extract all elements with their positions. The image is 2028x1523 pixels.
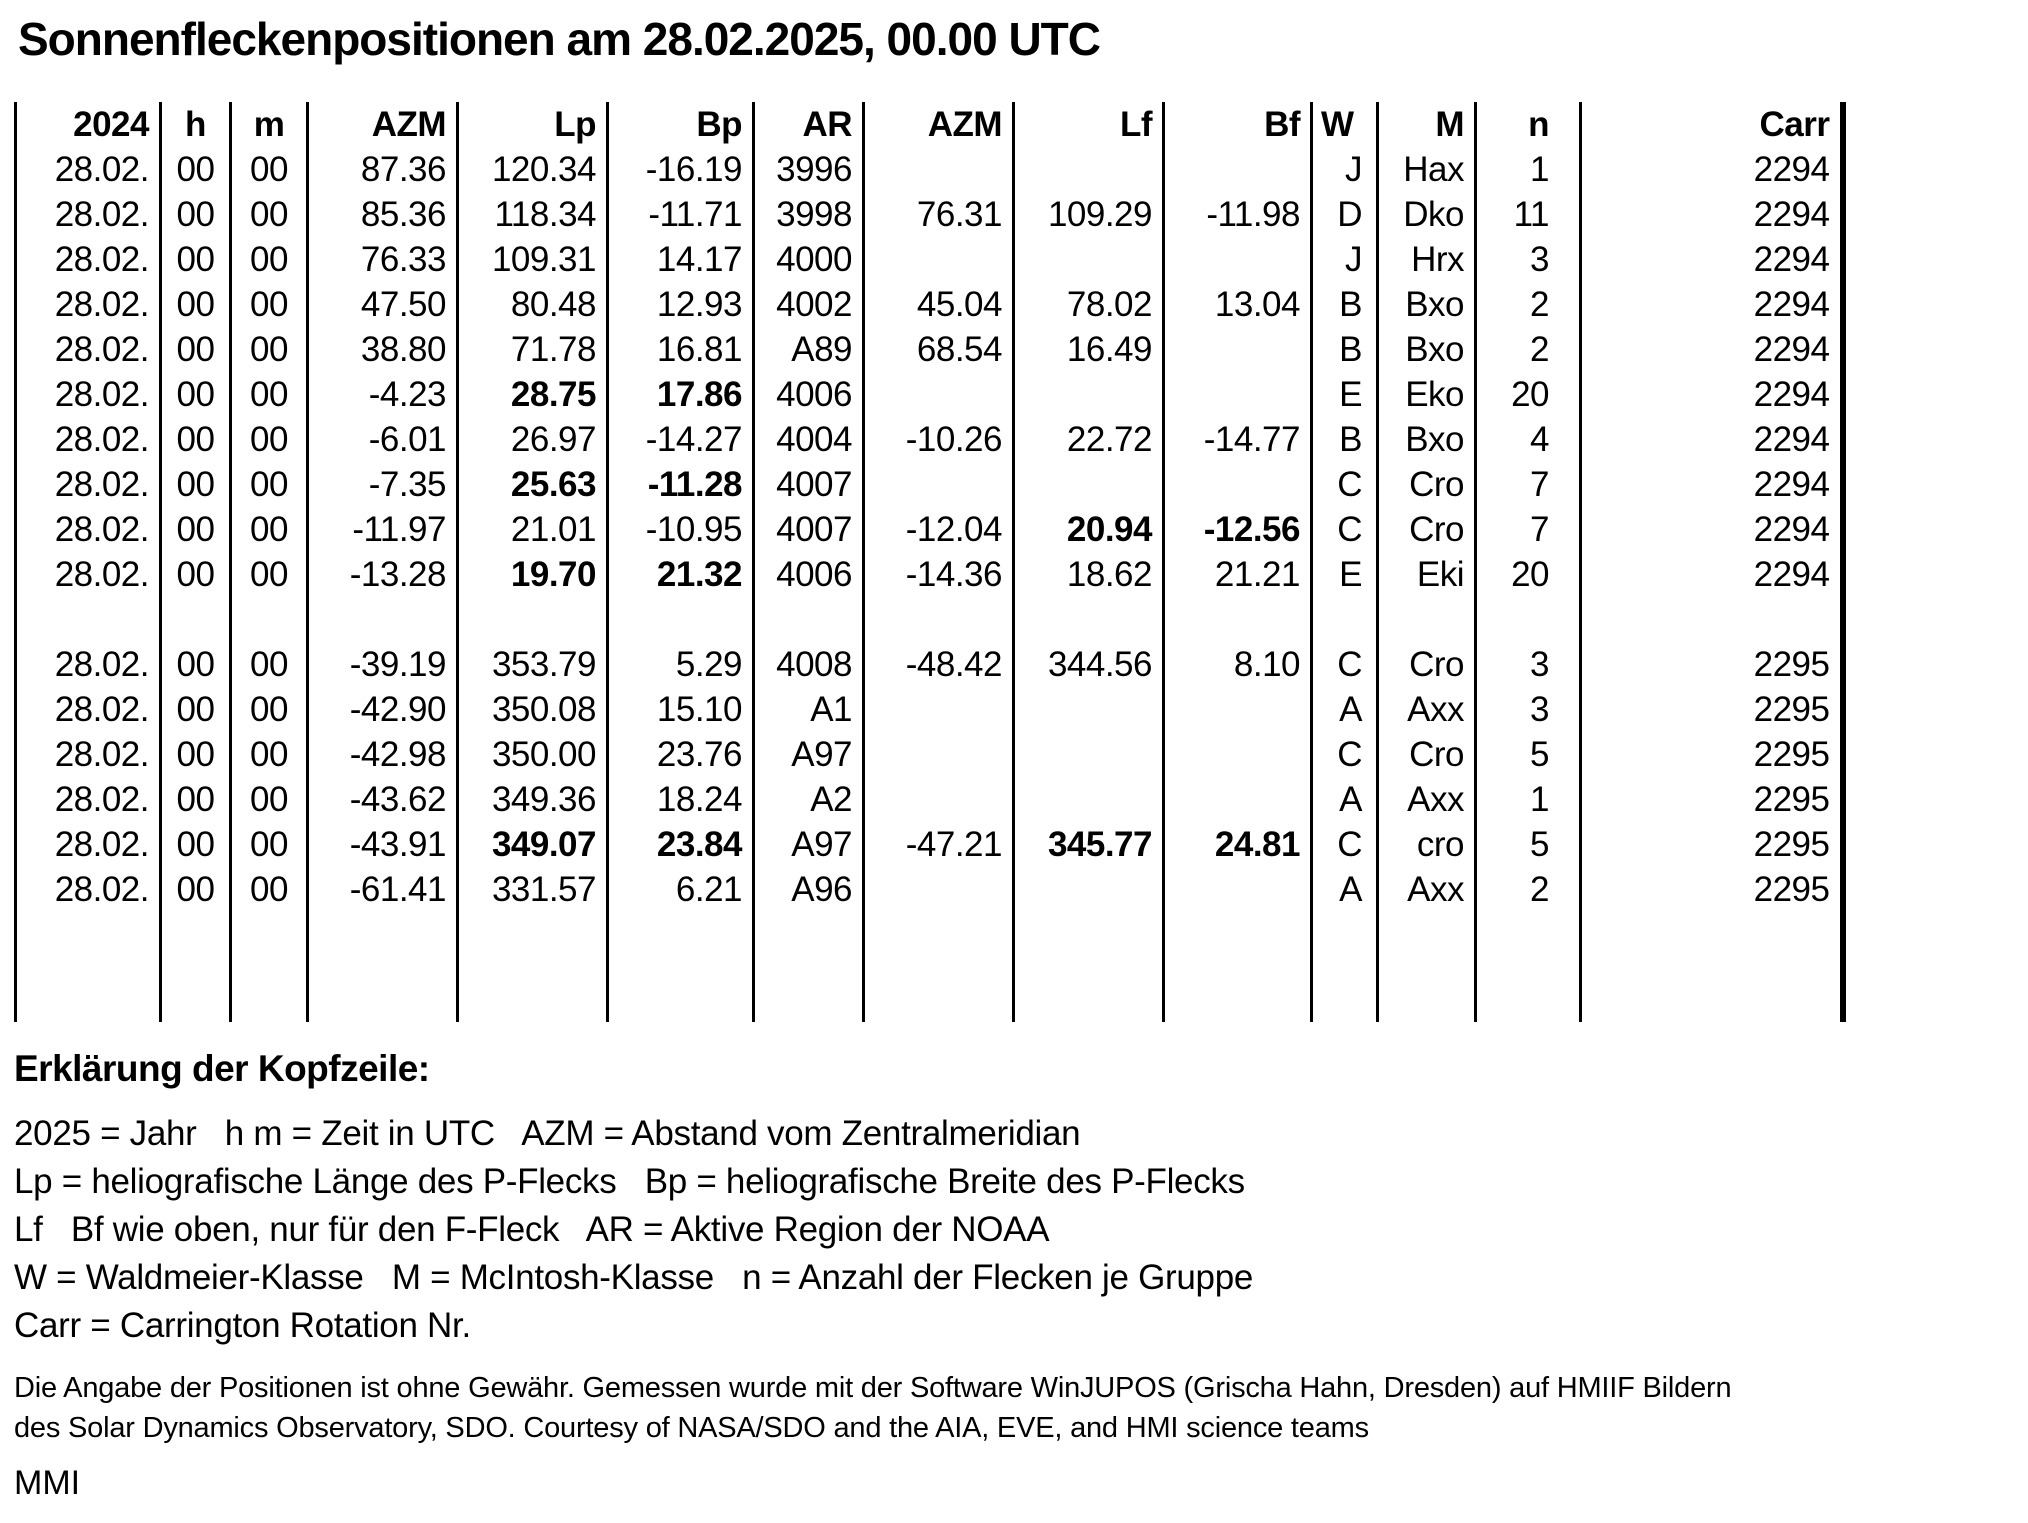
table-cell: -14.27 bbox=[608, 417, 754, 462]
legend-line: 2025 = Jahr h m = Zeit in UTC AZM = Abstand vom Zentralmeridian bbox=[14, 1114, 1081, 1153]
table-cell bbox=[754, 597, 864, 642]
table-cell: 13.04 bbox=[1164, 282, 1312, 327]
table-cell bbox=[1164, 372, 1312, 417]
table-cell: -12.04 bbox=[864, 507, 1014, 552]
table-cell: 331.57 bbox=[458, 867, 608, 912]
table-cell: -42.90 bbox=[308, 687, 458, 732]
table-cell: 4006 bbox=[754, 372, 864, 417]
table-cell bbox=[1164, 462, 1312, 507]
table-cell: 38.80 bbox=[308, 327, 458, 372]
table-cell: 45.04 bbox=[864, 282, 1014, 327]
table-cell: 6.21 bbox=[608, 867, 754, 912]
table-cell: 00 bbox=[161, 867, 231, 912]
table-cell: -11.97 bbox=[308, 507, 458, 552]
table-cell bbox=[864, 462, 1014, 507]
table-cell bbox=[458, 912, 608, 1022]
column-header: m bbox=[231, 102, 308, 147]
table-cell: 4008 bbox=[754, 642, 864, 687]
table-cell: Bxo bbox=[1378, 327, 1476, 372]
table-cell: -39.19 bbox=[308, 642, 458, 687]
table-cell bbox=[16, 912, 161, 1022]
table-cell: 26.97 bbox=[458, 417, 608, 462]
table-cell: -43.62 bbox=[308, 777, 458, 822]
table-cell: 28.02. bbox=[16, 687, 161, 732]
sunspot-table bbox=[14, 102, 1846, 1022]
table-cell: -11.71 bbox=[608, 192, 754, 237]
table-cell: -4.23 bbox=[308, 372, 458, 417]
table-cell: Bxo bbox=[1378, 417, 1476, 462]
table-cell: 00 bbox=[161, 237, 231, 282]
table-cell bbox=[1014, 372, 1164, 417]
table-cell: 00 bbox=[161, 462, 231, 507]
table-cell: 4007 bbox=[754, 507, 864, 552]
table-cell bbox=[1014, 732, 1164, 777]
column-header: h bbox=[161, 102, 231, 147]
table-cell: 76.31 bbox=[864, 192, 1014, 237]
table-cell: 8.10 bbox=[1164, 642, 1312, 687]
legend-line: Carr = Carrington Rotation Nr. bbox=[14, 1306, 471, 1345]
table-cell: 7 bbox=[1476, 507, 1581, 552]
table-cell bbox=[864, 867, 1014, 912]
table-cell: 2295 bbox=[1581, 777, 1843, 822]
header-row bbox=[16, 102, 1843, 147]
table-cell: 2294 bbox=[1581, 417, 1843, 462]
table-cell: B bbox=[1312, 417, 1378, 462]
table-cell: 3 bbox=[1476, 237, 1581, 282]
table-cell: 00 bbox=[161, 642, 231, 687]
table-cell: 2294 bbox=[1581, 507, 1843, 552]
table-cell: 23.84 bbox=[608, 822, 754, 867]
table-cell: 2 bbox=[1476, 282, 1581, 327]
table-cell bbox=[1164, 327, 1312, 372]
table-row bbox=[16, 192, 1843, 237]
table-cell: A96 bbox=[754, 867, 864, 912]
table-cell bbox=[1164, 687, 1312, 732]
table-cell: 71.78 bbox=[458, 327, 608, 372]
legend-heading: Erklärung der Kopfzeile: bbox=[14, 1048, 430, 1089]
table-cell bbox=[1164, 597, 1312, 642]
table-cell: 28.02. bbox=[16, 147, 161, 192]
column-header: M bbox=[1378, 102, 1476, 147]
table-cell: 00 bbox=[231, 192, 308, 237]
table-cell: 76.33 bbox=[308, 237, 458, 282]
table-cell bbox=[1312, 912, 1378, 1022]
table-cell: 00 bbox=[161, 372, 231, 417]
table-cell: 28.02. bbox=[16, 237, 161, 282]
table-cell bbox=[161, 912, 231, 1022]
column-header: Lp bbox=[458, 102, 608, 147]
table-cell: -43.91 bbox=[308, 822, 458, 867]
table-cell: 2294 bbox=[1581, 237, 1843, 282]
table-cell: B bbox=[1312, 282, 1378, 327]
table-cell: 2295 bbox=[1581, 867, 1843, 912]
table-cell: 349.36 bbox=[458, 777, 608, 822]
table-cell: 28.75 bbox=[458, 372, 608, 417]
table-cell: 28.02. bbox=[16, 777, 161, 822]
table-cell: 28.02. bbox=[16, 732, 161, 777]
table-cell bbox=[1164, 237, 1312, 282]
disclaimer-line: Die Angabe der Positionen ist ohne Gewähr. Gemessen wurde mit der Software WinJUPOS (Grischa Hahn, Dresden) auf HMIIF Bildern bbox=[14, 1372, 1732, 1404]
column-header: Carr bbox=[1581, 102, 1843, 147]
table-row bbox=[16, 867, 1843, 912]
table-cell: 2294 bbox=[1581, 147, 1843, 192]
table-cell: -47.21 bbox=[864, 822, 1014, 867]
table-cell: 22.72 bbox=[1014, 417, 1164, 462]
table-cell bbox=[1014, 462, 1164, 507]
page-title: Sonnenfleckenpositionen am 28.02.2025, 00.00 UTC bbox=[18, 13, 1100, 65]
table-cell: 28.02. bbox=[16, 822, 161, 867]
table-cell: 00 bbox=[161, 552, 231, 597]
table-cell: 00 bbox=[231, 237, 308, 282]
table-cell bbox=[1164, 777, 1312, 822]
table-cell: 3996 bbox=[754, 147, 864, 192]
table-cell: 00 bbox=[161, 777, 231, 822]
table-cell: Cro bbox=[1378, 507, 1476, 552]
table-cell: 28.02. bbox=[16, 282, 161, 327]
table-cell: 00 bbox=[231, 417, 308, 462]
table-cell bbox=[1014, 912, 1164, 1022]
table-cell: Eki bbox=[1378, 552, 1476, 597]
column-header: 2024 bbox=[16, 102, 161, 147]
table-cell: 349.07 bbox=[458, 822, 608, 867]
table-cell: cro bbox=[1378, 822, 1476, 867]
table-cell: 20 bbox=[1476, 552, 1581, 597]
table-cell: Dko bbox=[1378, 192, 1476, 237]
table-cell: 20 bbox=[1476, 372, 1581, 417]
table-cell: C bbox=[1312, 642, 1378, 687]
table-cell: 2294 bbox=[1581, 372, 1843, 417]
table-cell: -11.28 bbox=[608, 462, 754, 507]
table-cell: 4002 bbox=[754, 282, 864, 327]
table-row bbox=[16, 687, 1843, 732]
table-row bbox=[16, 552, 1843, 597]
table-row bbox=[16, 237, 1843, 282]
table-cell bbox=[1014, 147, 1164, 192]
table-cell: 4006 bbox=[754, 552, 864, 597]
table-cell: 1 bbox=[1476, 147, 1581, 192]
table-row bbox=[16, 417, 1843, 462]
table-cell: 00 bbox=[231, 822, 308, 867]
table-cell: A89 bbox=[754, 327, 864, 372]
table-cell: A bbox=[1312, 777, 1378, 822]
table-cell: 47.50 bbox=[308, 282, 458, 327]
table-cell: C bbox=[1312, 507, 1378, 552]
table-cell: 118.34 bbox=[458, 192, 608, 237]
table-cell bbox=[864, 912, 1014, 1022]
table-cell bbox=[1312, 597, 1378, 642]
column-header: AZM bbox=[308, 102, 458, 147]
table-row bbox=[16, 282, 1843, 327]
table-cell bbox=[1378, 912, 1476, 1022]
table-cell: 28.02. bbox=[16, 507, 161, 552]
table-cell: J bbox=[1312, 147, 1378, 192]
table-cell: 28.02. bbox=[16, 462, 161, 507]
table-cell: 00 bbox=[161, 507, 231, 552]
table-cell: 28.02. bbox=[16, 552, 161, 597]
table-cell: 18.24 bbox=[608, 777, 754, 822]
column-header: AZM bbox=[864, 102, 1014, 147]
filler-row bbox=[16, 912, 1843, 1022]
table-cell: 00 bbox=[231, 147, 308, 192]
table-cell: 4000 bbox=[754, 237, 864, 282]
table-cell bbox=[1581, 597, 1843, 642]
table-cell: Hrx bbox=[1378, 237, 1476, 282]
legend-lines bbox=[14, 1110, 2028, 1350]
table-cell: 2294 bbox=[1581, 462, 1843, 507]
table-cell: Cro bbox=[1378, 462, 1476, 507]
table-cell: 68.54 bbox=[864, 327, 1014, 372]
table-cell: 1 bbox=[1476, 777, 1581, 822]
table-cell: Axx bbox=[1378, 777, 1476, 822]
table-cell bbox=[864, 597, 1014, 642]
table-row bbox=[16, 372, 1843, 417]
column-header: Bf bbox=[1164, 102, 1312, 147]
table-cell bbox=[864, 732, 1014, 777]
table-cell: 18.62 bbox=[1014, 552, 1164, 597]
table-cell: 2 bbox=[1476, 327, 1581, 372]
table-cell: E bbox=[1312, 372, 1378, 417]
table-cell: -48.42 bbox=[864, 642, 1014, 687]
table-cell: -61.41 bbox=[308, 867, 458, 912]
legend-line: Lf Bf wie oben, nur für den F-Fleck AR = Aktive Region der NOAA bbox=[14, 1210, 1050, 1249]
table-row bbox=[16, 777, 1843, 822]
table-cell bbox=[1014, 777, 1164, 822]
table-row bbox=[16, 507, 1843, 552]
column-header: Lf bbox=[1014, 102, 1164, 147]
table-cell: A bbox=[1312, 687, 1378, 732]
table-cell: C bbox=[1312, 822, 1378, 867]
table-cell: 2295 bbox=[1581, 687, 1843, 732]
table-row bbox=[16, 327, 1843, 372]
table-cell: -7.35 bbox=[308, 462, 458, 507]
table-cell: 21.01 bbox=[458, 507, 608, 552]
table-cell: A97 bbox=[754, 822, 864, 867]
table-cell: 4007 bbox=[754, 462, 864, 507]
table-cell: -12.56 bbox=[1164, 507, 1312, 552]
table-cell: 2295 bbox=[1581, 732, 1843, 777]
table-cell bbox=[608, 597, 754, 642]
table-cell: 5.29 bbox=[608, 642, 754, 687]
table-cell bbox=[864, 777, 1014, 822]
table-cell: Cro bbox=[1378, 732, 1476, 777]
table-row bbox=[16, 147, 1843, 192]
legend-line: Lp = heliografische Länge des P-Flecks Bp = heliografische Breite des P-Flecks bbox=[14, 1162, 1245, 1201]
signature: MMI bbox=[14, 1464, 81, 1502]
table-cell: 00 bbox=[231, 282, 308, 327]
table-cell bbox=[16, 597, 161, 642]
table-cell: 3998 bbox=[754, 192, 864, 237]
table-cell: 2294 bbox=[1581, 552, 1843, 597]
table-cell bbox=[864, 237, 1014, 282]
table-cell: A1 bbox=[754, 687, 864, 732]
table-cell: 16.49 bbox=[1014, 327, 1164, 372]
table-cell: B bbox=[1312, 327, 1378, 372]
table-cell: -10.95 bbox=[608, 507, 754, 552]
table-cell: 00 bbox=[161, 732, 231, 777]
legend-line: W = Waldmeier-Klasse M = McIntosh-Klasse n = Anzahl der Flecken je Gruppe bbox=[14, 1258, 1254, 1297]
table-cell: 28.02. bbox=[16, 372, 161, 417]
table-cell bbox=[1014, 687, 1164, 732]
table-cell bbox=[864, 687, 1014, 732]
table-cell bbox=[864, 372, 1014, 417]
table-cell: -16.19 bbox=[608, 147, 754, 192]
table-cell: 3 bbox=[1476, 687, 1581, 732]
table-cell bbox=[1378, 597, 1476, 642]
table-cell: -10.26 bbox=[864, 417, 1014, 462]
table-cell: 345.77 bbox=[1014, 822, 1164, 867]
table-cell: 353.79 bbox=[458, 642, 608, 687]
table-cell: 21.32 bbox=[608, 552, 754, 597]
table-cell: 00 bbox=[161, 822, 231, 867]
table-cell: 120.34 bbox=[458, 147, 608, 192]
table-cell bbox=[608, 912, 754, 1022]
table-cell: A97 bbox=[754, 732, 864, 777]
table-cell: E bbox=[1312, 552, 1378, 597]
table-cell: Axx bbox=[1378, 687, 1476, 732]
table-cell: 00 bbox=[231, 687, 308, 732]
table-cell: 20.94 bbox=[1014, 507, 1164, 552]
table-cell: 25.63 bbox=[458, 462, 608, 507]
table-row bbox=[16, 642, 1843, 687]
column-header: W bbox=[1312, 102, 1378, 147]
column-header: AR bbox=[754, 102, 864, 147]
table-cell: 00 bbox=[231, 507, 308, 552]
table-cell: 2 bbox=[1476, 867, 1581, 912]
table-cell bbox=[1476, 912, 1581, 1022]
table-cell: 28.02. bbox=[16, 642, 161, 687]
table-cell: Bxo bbox=[1378, 282, 1476, 327]
table-cell: Cro bbox=[1378, 642, 1476, 687]
table-cell bbox=[864, 147, 1014, 192]
table-cell bbox=[458, 597, 608, 642]
table-cell bbox=[231, 597, 308, 642]
table-body bbox=[16, 147, 1843, 1022]
table-cell: 80.48 bbox=[458, 282, 608, 327]
table-cell: 00 bbox=[161, 282, 231, 327]
table-cell: 344.56 bbox=[1014, 642, 1164, 687]
table-cell bbox=[1164, 147, 1312, 192]
table-cell bbox=[754, 912, 864, 1022]
table-cell: 00 bbox=[231, 552, 308, 597]
column-header: n bbox=[1476, 102, 1581, 147]
table-cell: 00 bbox=[231, 867, 308, 912]
table-cell: 00 bbox=[231, 372, 308, 417]
table-cell: 87.36 bbox=[308, 147, 458, 192]
table-cell: 5 bbox=[1476, 732, 1581, 777]
table-cell bbox=[1164, 732, 1312, 777]
table-cell: 4004 bbox=[754, 417, 864, 462]
table-cell: Eko bbox=[1378, 372, 1476, 417]
table-cell bbox=[308, 597, 458, 642]
table-cell: 28.02. bbox=[16, 417, 161, 462]
table-cell bbox=[1014, 237, 1164, 282]
table-cell: -14.77 bbox=[1164, 417, 1312, 462]
group-separator-row bbox=[16, 597, 1843, 642]
table-cell: A2 bbox=[754, 777, 864, 822]
table-cell: 23.76 bbox=[608, 732, 754, 777]
table-cell: 00 bbox=[161, 192, 231, 237]
table-cell: 2294 bbox=[1581, 327, 1843, 372]
table-cell: Axx bbox=[1378, 867, 1476, 912]
table-cell bbox=[1581, 912, 1843, 1022]
table-cell: C bbox=[1312, 732, 1378, 777]
table-cell: A bbox=[1312, 867, 1378, 912]
table-cell: 2295 bbox=[1581, 822, 1843, 867]
table-cell: 350.08 bbox=[458, 687, 608, 732]
table-cell: 28.02. bbox=[16, 327, 161, 372]
table-cell: 4 bbox=[1476, 417, 1581, 462]
table-cell: 15.10 bbox=[608, 687, 754, 732]
table-cell: 21.21 bbox=[1164, 552, 1312, 597]
table-cell bbox=[1014, 867, 1164, 912]
table-cell: D bbox=[1312, 192, 1378, 237]
disclaimer bbox=[14, 1368, 2028, 1448]
table-cell: J bbox=[1312, 237, 1378, 282]
table-cell: 00 bbox=[231, 642, 308, 687]
table-cell: 2294 bbox=[1581, 192, 1843, 237]
table-cell bbox=[308, 912, 458, 1022]
table-cell: 28.02. bbox=[16, 867, 161, 912]
table-cell: 16.81 bbox=[608, 327, 754, 372]
table-cell bbox=[1014, 597, 1164, 642]
table-cell: 00 bbox=[161, 687, 231, 732]
table-cell: 7 bbox=[1476, 462, 1581, 507]
table-cell: 11 bbox=[1476, 192, 1581, 237]
table-cell: 85.36 bbox=[308, 192, 458, 237]
table-cell: 00 bbox=[231, 462, 308, 507]
table-cell bbox=[1476, 597, 1581, 642]
table-cell: 28.02. bbox=[16, 192, 161, 237]
table-cell: 12.93 bbox=[608, 282, 754, 327]
table-cell bbox=[161, 597, 231, 642]
table-row bbox=[16, 732, 1843, 777]
table-cell: -42.98 bbox=[308, 732, 458, 777]
table-cell: 00 bbox=[161, 327, 231, 372]
table-cell: 2294 bbox=[1581, 282, 1843, 327]
table-cell bbox=[1164, 867, 1312, 912]
table-cell: C bbox=[1312, 462, 1378, 507]
table-cell: 24.81 bbox=[1164, 822, 1312, 867]
table-cell: -13.28 bbox=[308, 552, 458, 597]
table-cell bbox=[231, 912, 308, 1022]
table-cell: -6.01 bbox=[308, 417, 458, 462]
table-cell: 00 bbox=[161, 417, 231, 462]
table-cell: 19.70 bbox=[458, 552, 608, 597]
table-row bbox=[16, 822, 1843, 867]
table-cell: 109.31 bbox=[458, 237, 608, 282]
table-cell: 00 bbox=[231, 327, 308, 372]
table-cell bbox=[1164, 912, 1312, 1022]
table-cell: -14.36 bbox=[864, 552, 1014, 597]
disclaimer-line: des Solar Dynamics Observatory, SDO. Courtesy of NASA/SDO and the AIA, EVE, and HMI science teams bbox=[14, 1412, 1369, 1444]
table-cell: 00 bbox=[231, 732, 308, 777]
table-cell: 109.29 bbox=[1014, 192, 1164, 237]
column-header: Bp bbox=[608, 102, 754, 147]
table-cell: 00 bbox=[161, 147, 231, 192]
table-cell: Hax bbox=[1378, 147, 1476, 192]
table-cell: 2295 bbox=[1581, 642, 1843, 687]
table-cell: 17.86 bbox=[608, 372, 754, 417]
table-cell: 00 bbox=[231, 777, 308, 822]
table-cell: 350.00 bbox=[458, 732, 608, 777]
table-cell: 78.02 bbox=[1014, 282, 1164, 327]
table-cell: 14.17 bbox=[608, 237, 754, 282]
table-row bbox=[16, 462, 1843, 507]
table-cell: 5 bbox=[1476, 822, 1581, 867]
table-cell: -11.98 bbox=[1164, 192, 1312, 237]
table-cell: 3 bbox=[1476, 642, 1581, 687]
